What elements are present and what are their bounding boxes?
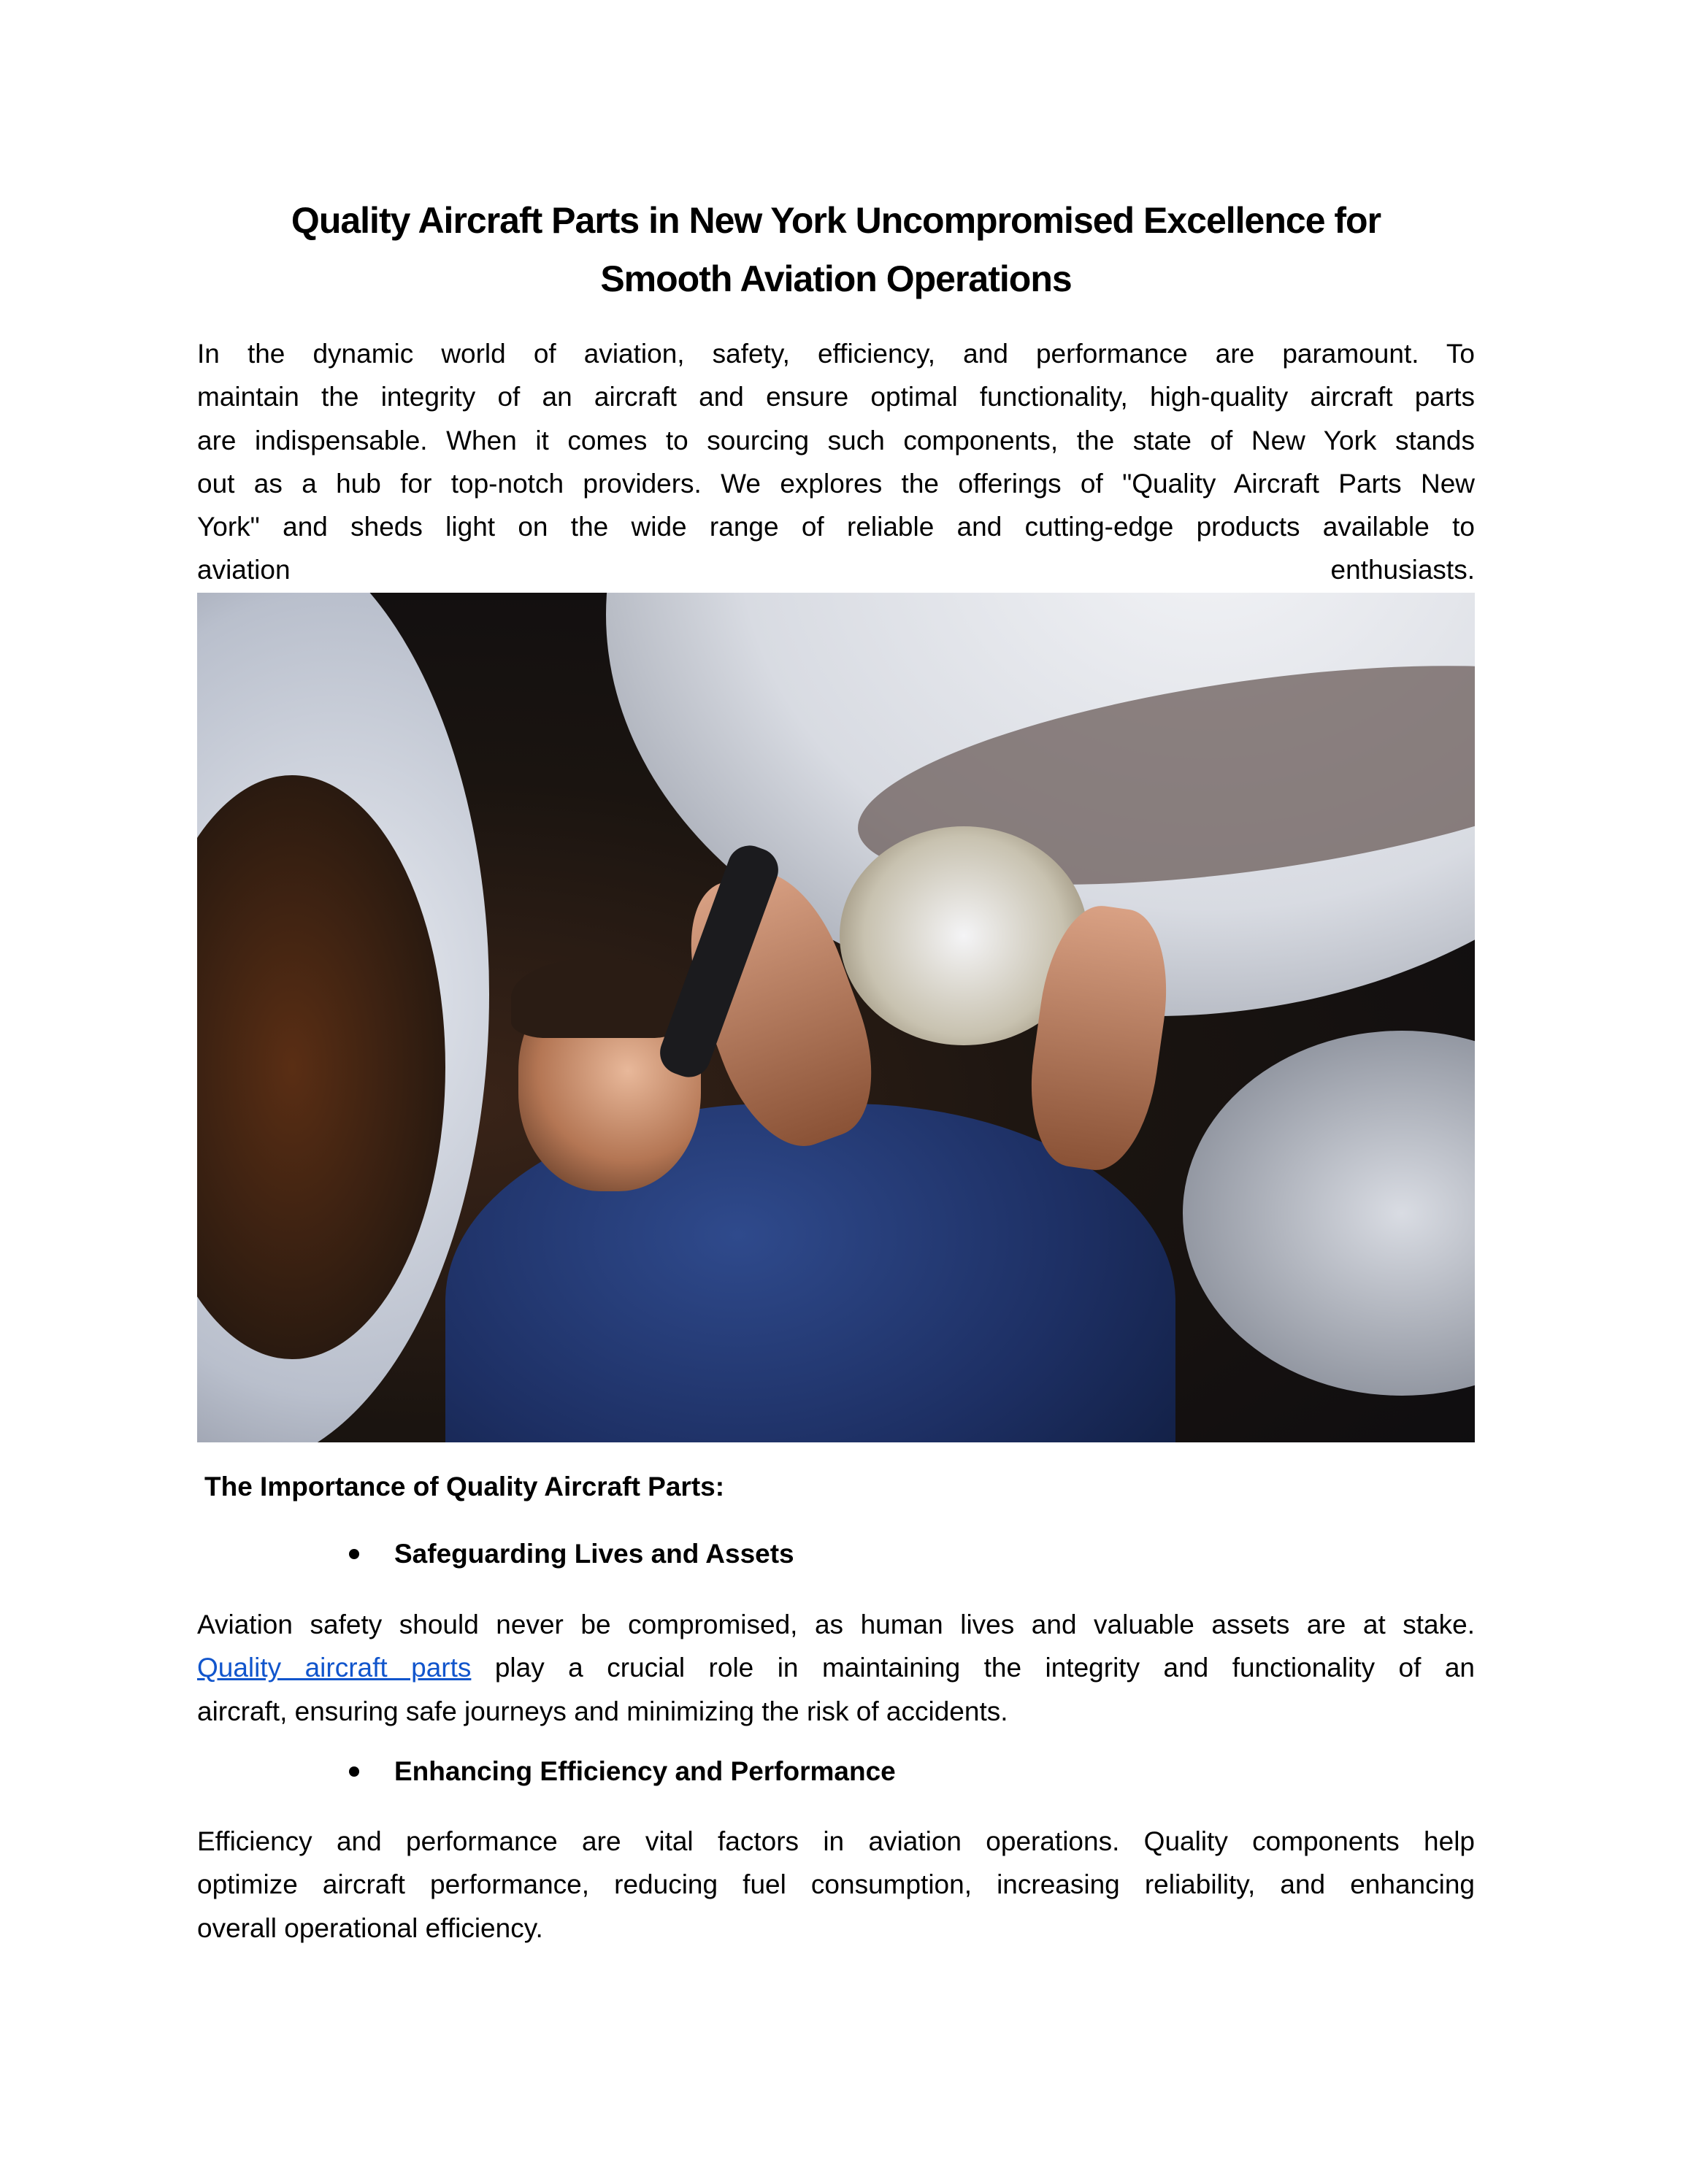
section-heading: The Importance of Quality Aircraft Parts: (204, 1472, 725, 1502)
para-line: Aviation safety should never be compromised, as human lives and valuable assets are at stake. (197, 1610, 1475, 1639)
bullet-label: Safeguarding Lives and Assets (394, 1539, 794, 1569)
technician-photo (197, 593, 1475, 1442)
intro-last-right: enthusiasts. (1330, 555, 1475, 585)
quality-aircraft-parts-link[interactable]: Quality aircraft parts (197, 1653, 472, 1683)
title-line-1: Quality Aircraft Parts in New York Uncompromised Excellence for (291, 200, 1381, 241)
intro-line: out as a hub for top-notch providers. We explores the offerings of "Quality Aircraft Parts New (197, 468, 1475, 499)
title-line-2: Smooth Aviation Operations (600, 258, 1072, 299)
para-line (197, 1646, 1475, 1689)
intro-line: are indispensable. When it comes to sourcing such components, the state of New York stands (197, 425, 1475, 455)
para-line: Efficiency and performance are vital factors in aviation operations. Quality components help (197, 1826, 1475, 1856)
para-line: optimize aircraft performance, reducing fuel consumption, increasing reliability, and enhancing (197, 1869, 1475, 1900)
intro-line: maintain the integrity of an aircraft and ensure optimal functionality, high-quality aircraft parts (197, 382, 1475, 412)
bullet-label: Enhancing Efficiency and Performance (394, 1756, 896, 1786)
intro-line: In the dynamic world of aviation, safety, efficiency, and performance are paramount. To (197, 339, 1475, 369)
intro-last-line (197, 548, 1475, 591)
safety-paragraph (197, 1603, 1475, 1733)
intro-line: York" and sheds light on the wide range of reliable and cutting-edge products available to (197, 512, 1475, 542)
bullet-item (349, 1756, 896, 1787)
para-line: aircraft, ensuring safe journeys and minimizing the risk of accidents. (197, 1696, 1008, 1726)
para-line: overall operational efficiency. (197, 1912, 543, 1943)
efficiency-paragraph (197, 1820, 1475, 1950)
bullet-item (349, 1539, 794, 1569)
document-title (197, 191, 1475, 308)
intro-last-left: aviation (197, 555, 291, 585)
intro-paragraph (197, 332, 1475, 592)
para-text: play a crucial role in maintaining the integrity and functionality of an (494, 1653, 1475, 1683)
bullet-icon (349, 1549, 359, 1559)
bullet-icon (349, 1766, 359, 1777)
